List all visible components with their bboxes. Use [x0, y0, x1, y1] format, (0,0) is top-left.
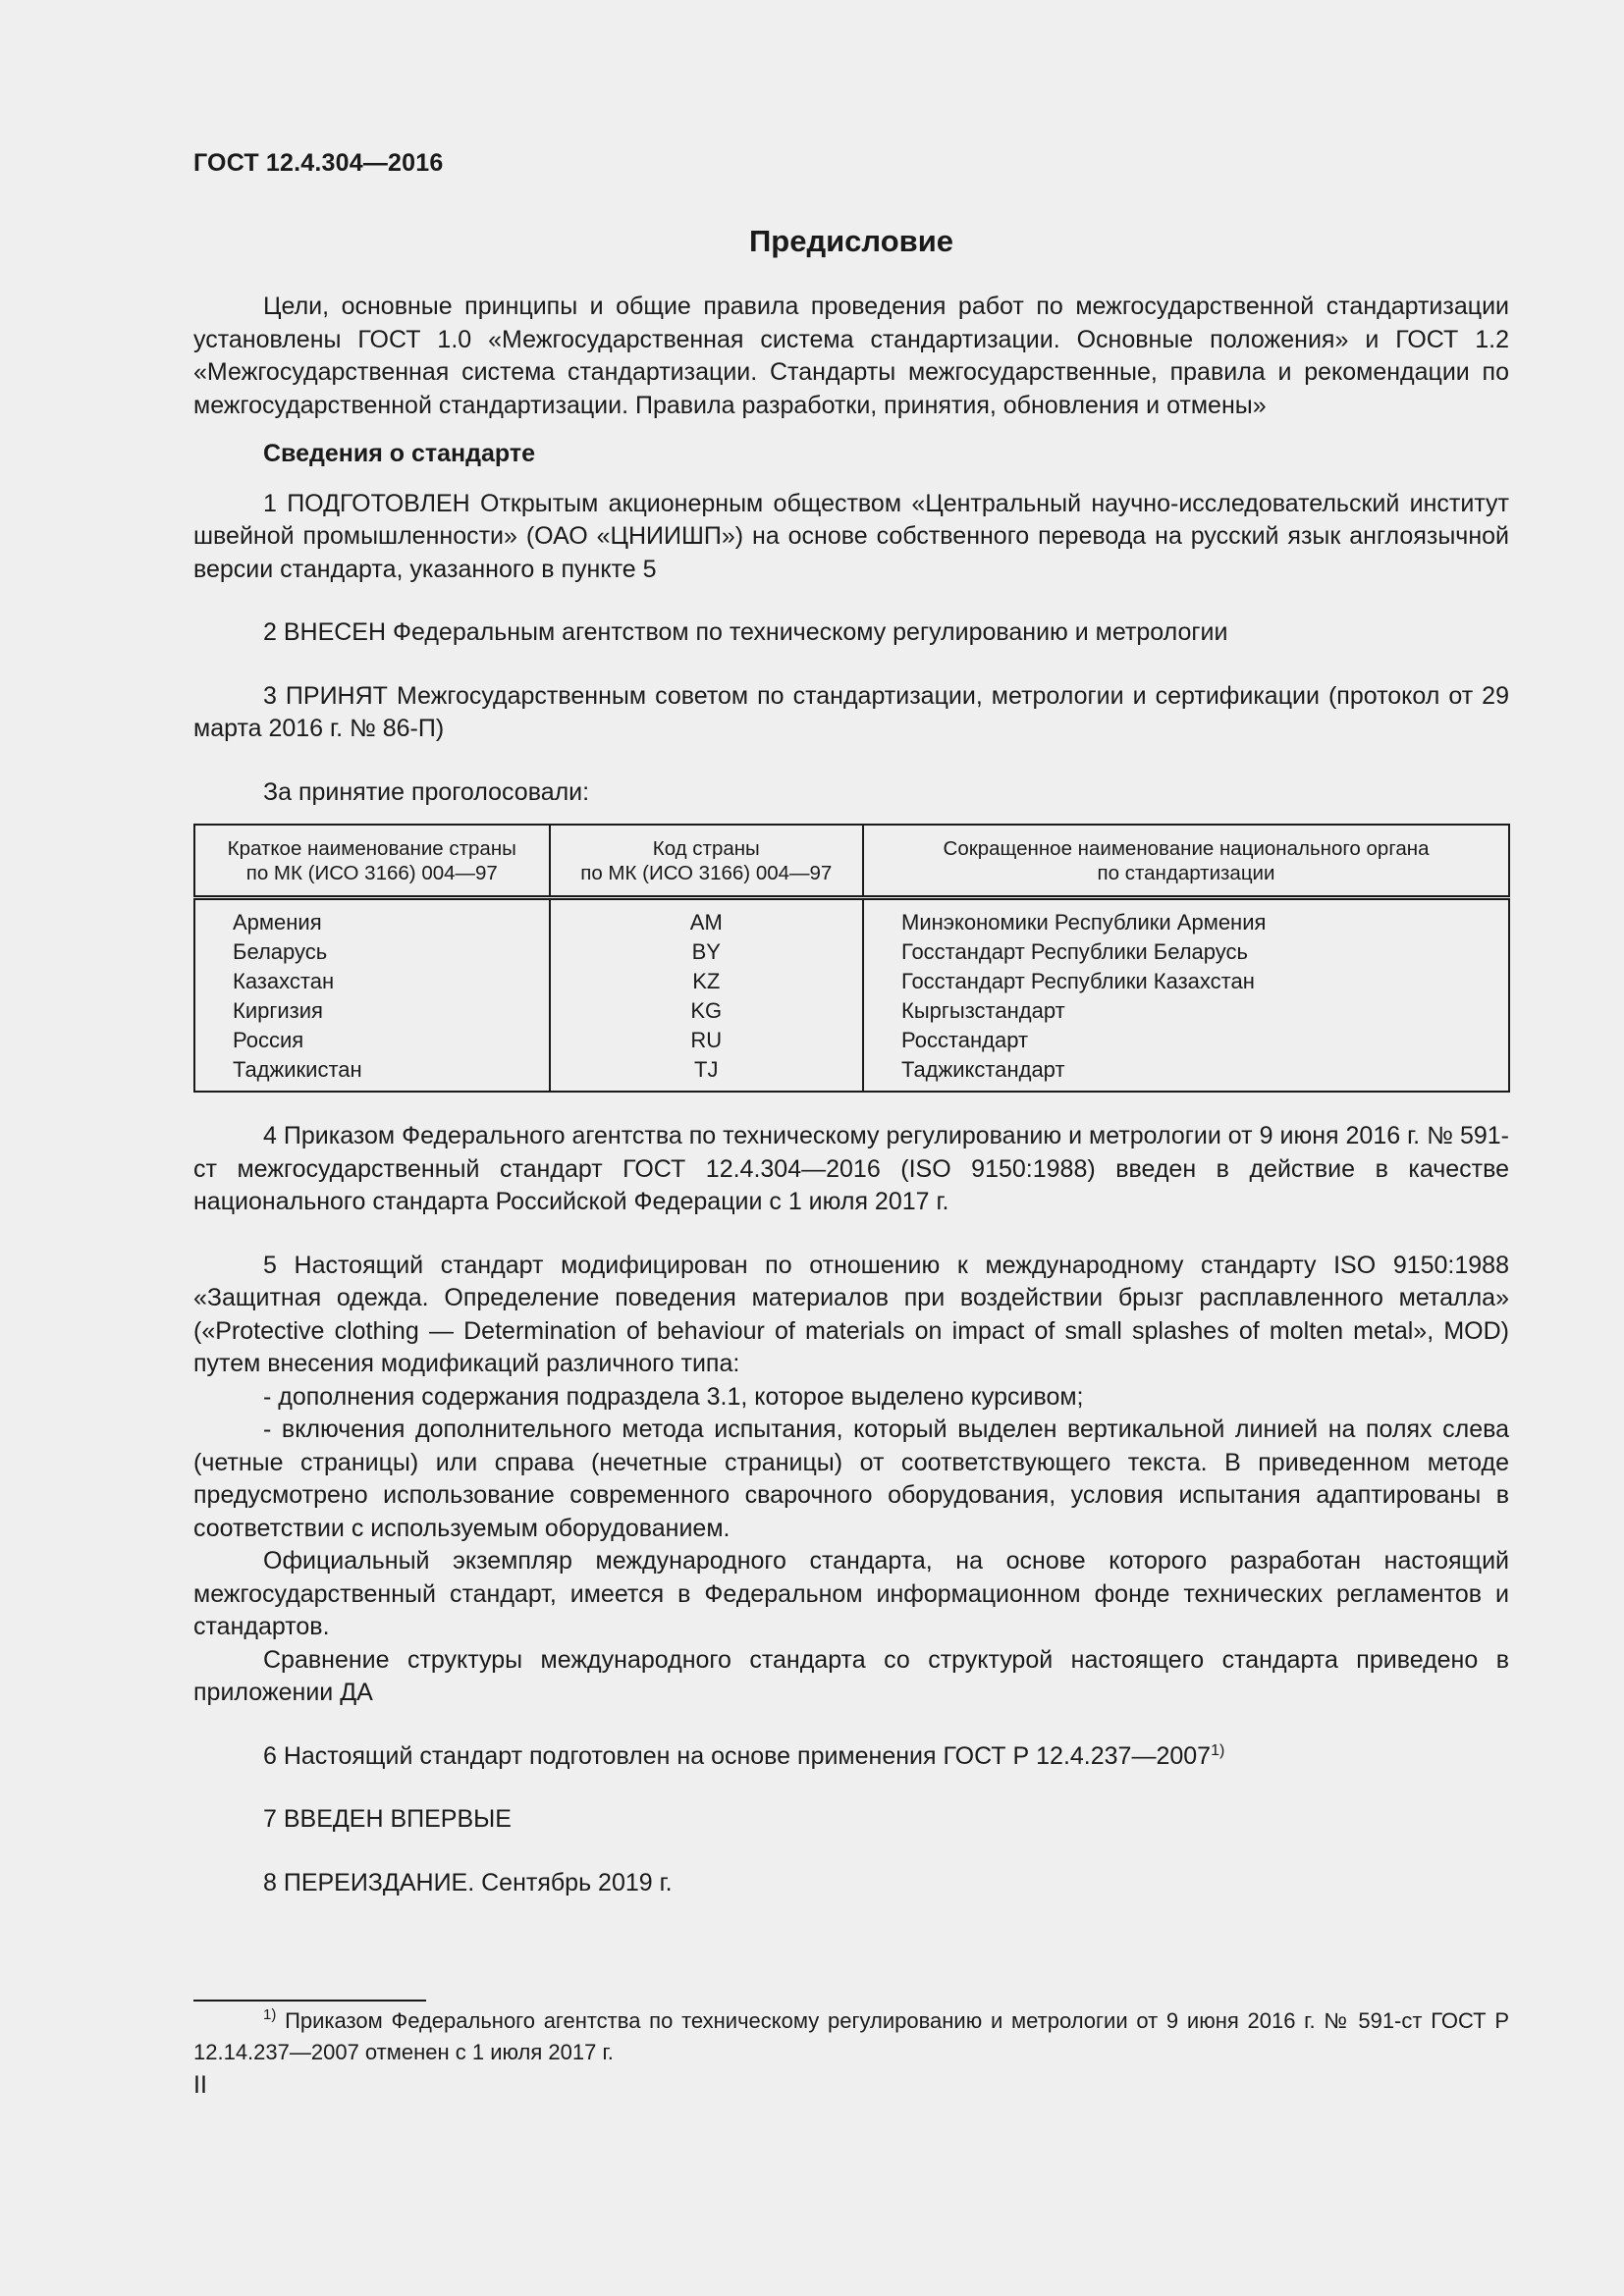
table-header-country: Краткое наименование страны по МК (ИСО 3166) 004—97 — [194, 825, 550, 898]
item-5-dash-1: - дополнения содержания подраздела 3.1, которое выделено курсивом; — [263, 1382, 1084, 1411]
item-7: 7 ВВЕДЕН ВПЕРВЫЕ — [263, 1805, 512, 1833]
table-row — [194, 898, 1509, 938]
country-cell: Россия — [194, 1026, 550, 1055]
table-row — [194, 1026, 1509, 1055]
body-cell: Госстандарт Республики Беларусь — [863, 937, 1509, 967]
intro-paragraph: Цели, основные принципы и общие правила проведения работ по межгосударственной стандартизации установлены ГОСТ 1.0 «Межгосударственная система стандартизации. Основные положения» и ГОСТ 1.2 «Межгосударственная система стандартизации. Стандарты межгосударственные, правила и рекомендации по межгосударственной стандартизации. Правила разработки, принятия, обновления и отмены» — [193, 293, 1509, 419]
table-header-row — [194, 825, 1509, 898]
item-5: 5 Настоящий стандарт модифицирован по отношению к международному стандарту ISO 9150:1988 «Защитная одежда. Определение поведения материалов при воздействии брызг расплавленного металла» («Protective clothing — Determination of behaviour of materials on impact of small splashes of molten metal», MOD) путем внесения модификаций различного типа: — [193, 1251, 1509, 1377]
country-cell: Армения — [194, 898, 550, 938]
body-cell: Кыргызстандарт — [863, 996, 1509, 1026]
code-cell: AM — [550, 898, 863, 938]
code-cell: KZ — [550, 967, 863, 996]
item-6 — [193, 1740, 1509, 1774]
table-header-body: Сокращенное наименование национального органа по стандартизации — [863, 825, 1509, 898]
page-number: II — [193, 2071, 207, 2099]
item-4: 4 Приказом Федерального агентства по техническому регулированию и метрологии от 9 июня 2016 г. № 591-ст межгосударственный стандарт ГОСТ 12.4.304—2016 (ISO 9150:1988) введен в действие в качестве национального стандарта Российской Федерации с 1 июля 2017 г. — [193, 1122, 1509, 1215]
item-8: 8 ПЕРЕИЗДАНИЕ. Сентябрь 2019 г. — [263, 1868, 673, 1896]
table-row — [194, 1055, 1509, 1092]
code-cell: RU — [550, 1026, 863, 1055]
about-heading: Сведения о стандарте — [263, 440, 536, 467]
page-title: Предисловие — [748, 224, 953, 258]
country-cell: Беларусь — [194, 937, 550, 967]
item-6-text: 6 Настоящий стандарт подготовлен на основе применения ГОСТ Р 12.4.237—2007 — [263, 1741, 1212, 1770]
item-2: 2 ВНЕСЕН Федеральным агентством по техническому регулированию и метрологии — [263, 618, 1228, 646]
table-header-code: Код страны по МК (ИСО 3166) 004—97 — [550, 825, 863, 898]
country-cell: Киргизия — [194, 996, 550, 1026]
item-1: 1 ПОДГОТОВЛЕН Открытым акционерным обществом «Центральный научно-исследовательский институт швейной промышленности» (ОАО «ЦНИИШП») на основе собственного перевода на русский язык англоязычной версии стандарта, указанного в пункте 5 — [193, 489, 1509, 583]
footnote-divider — [193, 2000, 426, 2002]
table-row — [194, 967, 1509, 996]
item-5-dash-2: - включения дополнительного метода испытания, который выделен вертикальной линией на полях слева (четные страницы) или справа (нечетные страницы) от соответствующего текста. В приведенном методе предусмотрено использование современного сварочного оборудования, условия испытания адаптированы в соответствии с используемым оборудованием. — [193, 1415, 1509, 1542]
item-5-compare: Сравнение структуры международного стандарта со структурой настоящего стандарта приведено в приложении ДА — [193, 1645, 1509, 1706]
main-content — [193, 291, 1509, 1899]
item-3: 3 ПРИНЯТ Межгосударственным советом по стандартизации, метрологии и сертификации (протокол от 29 марта 2016 г. № 86-П) — [193, 681, 1509, 742]
code-cell: TJ — [550, 1055, 863, 1092]
footnote-text: Приказом Федерального агентства по техническому регулированию и метрологии от 9 июня 2016 г. № 591-ст ГОСТ Р 12.14.237—2007 отменен с 1 июля 2017 г. — [193, 2008, 1509, 2064]
footnote-ref[interactable]: 1) — [1211, 1741, 1225, 1759]
body-cell: Таджикстандарт — [863, 1055, 1509, 1092]
body-cell: Росстандарт — [863, 1026, 1509, 1055]
table-row — [194, 996, 1509, 1026]
item-5-official: Официальный экземпляр международного стандарта, на основе которого разработан настоящий межгосударственный стандарт, имеется в Федеральном информационном фонде технических регламентов и стандартов. — [193, 1547, 1509, 1640]
footnote — [193, 2005, 1509, 2068]
voted-label: За принятие проголосовали: — [263, 777, 590, 806]
country-cell: Казахстан — [194, 967, 550, 996]
country-cell: Таджикистан — [194, 1055, 550, 1092]
table-row — [194, 937, 1509, 967]
voting-table — [193, 824, 1510, 1093]
code-cell: BY — [550, 937, 863, 967]
document-header: ГОСТ 12.4.304—2016 — [193, 149, 444, 177]
footnote-mark: 1) — [263, 2006, 277, 2023]
body-cell: Госстандарт Республики Казахстан — [863, 967, 1509, 996]
body-cell: Минэкономики Республики Армения — [863, 898, 1509, 938]
code-cell: KG — [550, 996, 863, 1026]
